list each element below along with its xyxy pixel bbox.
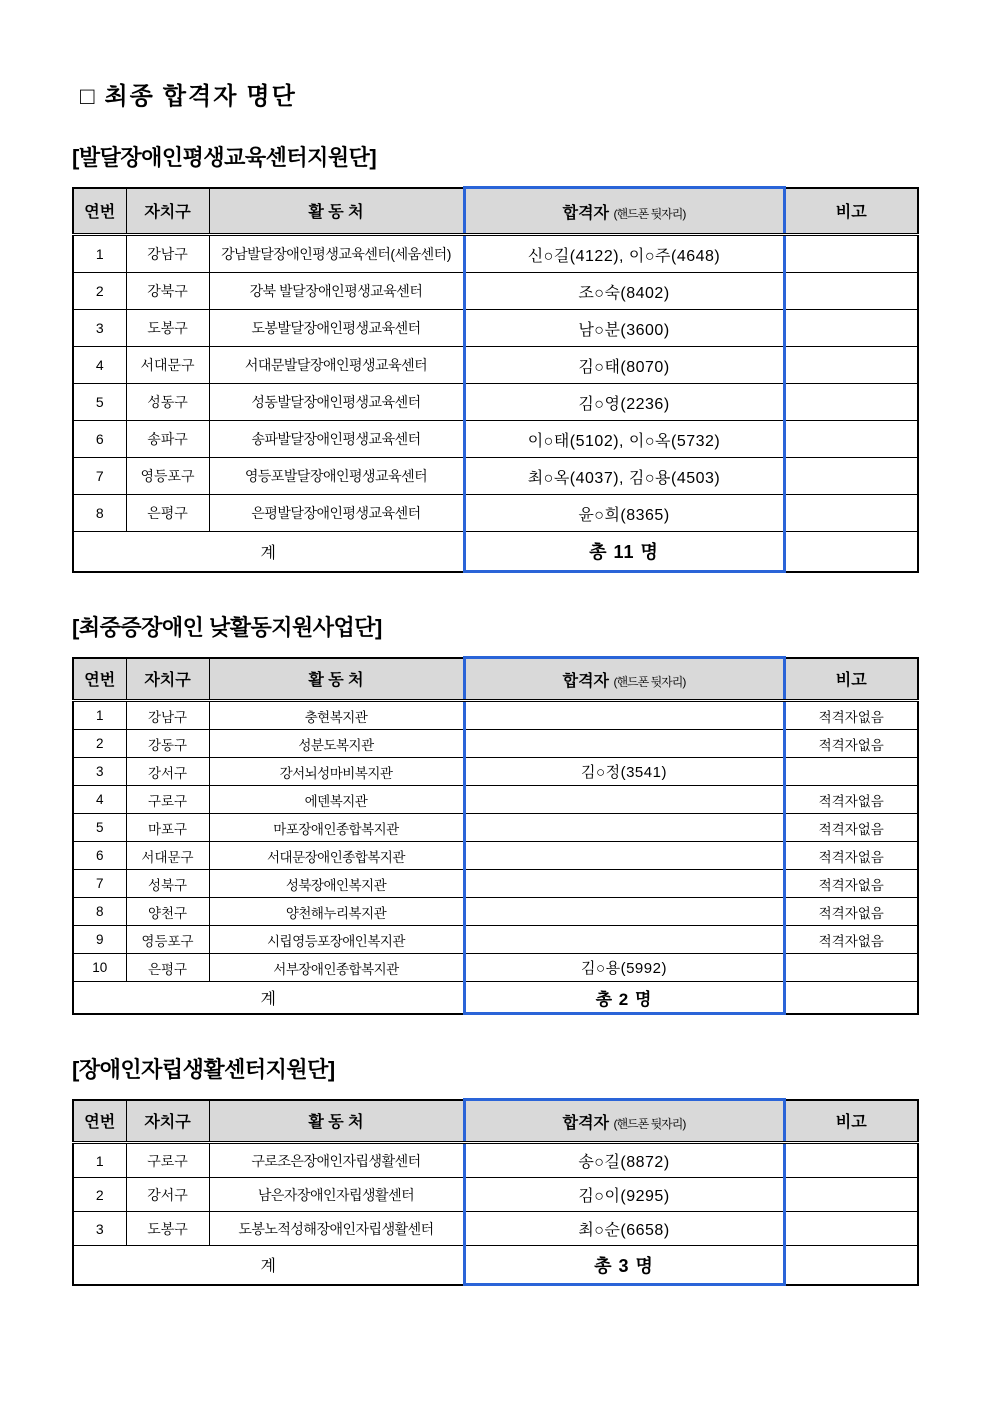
table-row — [73, 758, 918, 786]
section — [72, 1053, 917, 1286]
cell-passers — [464, 701, 784, 730]
cell-note: 적격자없음 — [784, 926, 918, 954]
cell-no: 5 — [73, 384, 126, 421]
cell-note: 적격자없음 — [784, 701, 918, 730]
col-header-passers-label: 합격자 — [562, 204, 610, 222]
table-row — [73, 1212, 918, 1246]
total-note-cell — [784, 532, 918, 572]
cell-note — [784, 235, 918, 273]
cell-org: 양천해누리복지관 — [209, 898, 464, 926]
cell-no: 5 — [73, 814, 126, 842]
cell-org: 성동발달장애인평생교육센터 — [209, 384, 464, 421]
col-header-passers-label: 합격자 — [562, 1114, 610, 1132]
cell-org: 성북장애인복지관 — [209, 870, 464, 898]
cell-district: 강남구 — [126, 235, 209, 273]
cell-org: 마포장애인종합복지관 — [209, 814, 464, 842]
col-header-org: 활 동 처 — [209, 188, 464, 235]
cell-no: 4 — [73, 347, 126, 384]
cell-note: 적격자없음 — [784, 730, 918, 758]
table-body — [73, 701, 918, 982]
table-row — [73, 954, 918, 982]
cell-note — [784, 458, 918, 495]
cell-no: 6 — [73, 842, 126, 870]
cell-district: 은평구 — [126, 954, 209, 982]
col-header-district: 자치구 — [126, 658, 209, 701]
cell-district: 성동구 — [126, 384, 209, 421]
table-row — [73, 730, 918, 758]
table-row — [73, 495, 918, 532]
cell-note: 적격자없음 — [784, 786, 918, 814]
col-header-no: 연번 — [73, 658, 126, 701]
cell-passers — [464, 730, 784, 758]
cell-org: 도봉노적성해장애인자립생활센터 — [209, 1212, 464, 1246]
table-row — [73, 814, 918, 842]
cell-no: 1 — [73, 235, 126, 273]
cell-district: 도봉구 — [126, 310, 209, 347]
table-body — [73, 235, 918, 532]
table-row — [73, 347, 918, 384]
total-value: 총 11 명 — [464, 532, 784, 572]
col-header-passers-subnote: (핸드폰 뒷자리) — [613, 674, 686, 689]
cell-district: 도봉구 — [126, 1212, 209, 1246]
col-header-no: 연번 — [73, 188, 126, 235]
cell-note — [784, 384, 918, 421]
cell-note: 적격자없음 — [784, 814, 918, 842]
cell-note — [784, 1143, 918, 1178]
cell-no: 6 — [73, 421, 126, 458]
total-label: 계 — [73, 532, 464, 572]
cell-district: 구로구 — [126, 786, 209, 814]
cell-org: 서대문발달장애인평생교육센터 — [209, 347, 464, 384]
cell-district: 강서구 — [126, 1178, 209, 1212]
total-row — [73, 982, 918, 1014]
cell-org: 송파발달장애인평생교육센터 — [209, 421, 464, 458]
table-row — [73, 458, 918, 495]
col-header-passers — [464, 658, 784, 701]
table-row — [73, 926, 918, 954]
cell-org: 영등포발달장애인평생교육센터 — [209, 458, 464, 495]
total-label: 계 — [73, 982, 464, 1014]
cell-note — [784, 758, 918, 786]
col-header-note: 비고 — [784, 658, 918, 701]
section-title: [장애인자립생활센터지원단] — [72, 1057, 335, 1082]
table-row — [73, 898, 918, 926]
cell-note — [784, 1212, 918, 1246]
cell-district: 성북구 — [126, 870, 209, 898]
cell-note: 적격자없음 — [784, 870, 918, 898]
total-row — [73, 532, 918, 572]
cell-district: 서대문구 — [126, 347, 209, 384]
cell-note — [784, 495, 918, 532]
total-value: 총 3 명 — [464, 1246, 784, 1285]
roster-table — [72, 656, 919, 1015]
cell-org: 구로조은장애인자립생활센터 — [209, 1143, 464, 1178]
section-title: [최중증장애인 낮활동지원사업단] — [72, 615, 382, 640]
cell-no: 2 — [73, 1178, 126, 1212]
cell-no: 2 — [73, 730, 126, 758]
cell-district: 양천구 — [126, 898, 209, 926]
cell-passers: 이○태(5102), 이○옥(5732) — [464, 421, 784, 458]
table-row — [73, 310, 918, 347]
col-header-passers — [464, 188, 784, 235]
cell-district: 영등포구 — [126, 926, 209, 954]
cell-passers: 최○옥(4037), 김○용(4503) — [464, 458, 784, 495]
cell-district: 영등포구 — [126, 458, 209, 495]
cell-passers: 김○이(9295) — [464, 1178, 784, 1212]
cell-passers: 조○숙(8402) — [464, 273, 784, 310]
cell-note — [784, 954, 918, 982]
cell-passers — [464, 926, 784, 954]
table-row — [73, 235, 918, 273]
cell-district: 강북구 — [126, 273, 209, 310]
cell-no: 8 — [73, 495, 126, 532]
col-header-passers-label: 합격자 — [562, 672, 610, 690]
cell-passers: 송○길(8872) — [464, 1143, 784, 1178]
cell-no: 1 — [73, 701, 126, 730]
cell-passers — [464, 842, 784, 870]
cell-no: 3 — [73, 1212, 126, 1246]
section — [72, 611, 917, 1015]
col-header-org: 활 동 처 — [209, 1100, 464, 1143]
cell-no: 7 — [73, 870, 126, 898]
cell-district: 마포구 — [126, 814, 209, 842]
cell-passers: 최○순(6658) — [464, 1212, 784, 1246]
section — [72, 141, 917, 573]
cell-district: 강남구 — [126, 701, 209, 730]
roster-table — [72, 1098, 919, 1286]
cell-no: 1 — [73, 1143, 126, 1178]
cell-org: 서대문장애인종합복지관 — [209, 842, 464, 870]
cell-org: 충현복지관 — [209, 701, 464, 730]
cell-passers — [464, 898, 784, 926]
total-row — [73, 1246, 918, 1285]
cell-passers: 신○길(4122), 이○주(4648) — [464, 235, 784, 273]
cell-passers: 윤○희(8365) — [464, 495, 784, 532]
total-value: 총 2 명 — [464, 982, 784, 1014]
table-row — [73, 384, 918, 421]
cell-org: 은평발달장애인평생교육센터 — [209, 495, 464, 532]
cell-note: 적격자없음 — [784, 842, 918, 870]
cell-org: 도봉발달장애인평생교육센터 — [209, 310, 464, 347]
cell-org: 에덴복지관 — [209, 786, 464, 814]
table-body — [73, 1143, 918, 1246]
cell-district: 강서구 — [126, 758, 209, 786]
table-row — [73, 870, 918, 898]
col-header-note: 비고 — [784, 188, 918, 235]
table-row — [73, 273, 918, 310]
cell-passers — [464, 814, 784, 842]
col-header-district: 자치구 — [126, 1100, 209, 1143]
section-title: [발달장애인평생교육센터지원단] — [72, 145, 377, 170]
cell-no: 8 — [73, 898, 126, 926]
cell-note — [784, 1178, 918, 1212]
cell-no: 3 — [73, 310, 126, 347]
col-header-district: 자치구 — [126, 188, 209, 235]
col-header-no: 연번 — [73, 1100, 126, 1143]
total-label: 계 — [73, 1246, 464, 1285]
col-header-passers-subnote: (핸드폰 뒷자리) — [613, 206, 686, 221]
cell-passers: 김○영(2236) — [464, 384, 784, 421]
cell-no: 10 — [73, 954, 126, 982]
table-header-row — [73, 188, 918, 235]
cell-org: 시립영등포장애인복지관 — [209, 926, 464, 954]
cell-district: 서대문구 — [126, 842, 209, 870]
cell-note — [784, 273, 918, 310]
cell-no: 3 — [73, 758, 126, 786]
cell-passers: 남○분(3600) — [464, 310, 784, 347]
cell-note — [784, 347, 918, 384]
cell-note — [784, 421, 918, 458]
cell-passers: 김○태(8070) — [464, 347, 784, 384]
cell-district: 송파구 — [126, 421, 209, 458]
cell-passers — [464, 870, 784, 898]
cell-no: 2 — [73, 273, 126, 310]
cell-district: 구로구 — [126, 1143, 209, 1178]
cell-note: 적격자없음 — [784, 898, 918, 926]
table-row — [73, 421, 918, 458]
cell-org: 강서뇌성마비복지관 — [209, 758, 464, 786]
cell-org: 성분도복지관 — [209, 730, 464, 758]
cell-org: 서부장애인종합복지관 — [209, 954, 464, 982]
col-header-passers-subnote: (핸드폰 뒷자리) — [613, 1116, 686, 1131]
cell-no: 9 — [73, 926, 126, 954]
table-header-row — [73, 1100, 918, 1143]
cell-passers — [464, 786, 784, 814]
col-header-org: 활 동 처 — [209, 658, 464, 701]
cell-passers: 김○정(3541) — [464, 758, 784, 786]
table-row — [73, 1143, 918, 1178]
cell-org: 강북 발달장애인평생교육센터 — [209, 273, 464, 310]
total-note-cell — [784, 982, 918, 1014]
table-row — [73, 1178, 918, 1212]
table-row — [73, 786, 918, 814]
table-row — [73, 701, 918, 730]
cell-passers: 김○용(5992) — [464, 954, 784, 982]
cell-district: 강동구 — [126, 730, 209, 758]
cell-org: 강남발달장애인평생교육센터(세움센터) — [209, 235, 464, 273]
cell-note — [784, 310, 918, 347]
table-row — [73, 842, 918, 870]
total-note-cell — [784, 1246, 918, 1285]
cell-no: 4 — [73, 786, 126, 814]
page-title: □ 최종 합격자 명단 — [80, 84, 297, 110]
cell-district: 은평구 — [126, 495, 209, 532]
col-header-note: 비고 — [784, 1100, 918, 1143]
table-header-row — [73, 658, 918, 701]
roster-table — [72, 186, 919, 573]
cell-no: 7 — [73, 458, 126, 495]
col-header-passers — [464, 1100, 784, 1143]
cell-org: 남은자장애인자립생활센터 — [209, 1178, 464, 1212]
